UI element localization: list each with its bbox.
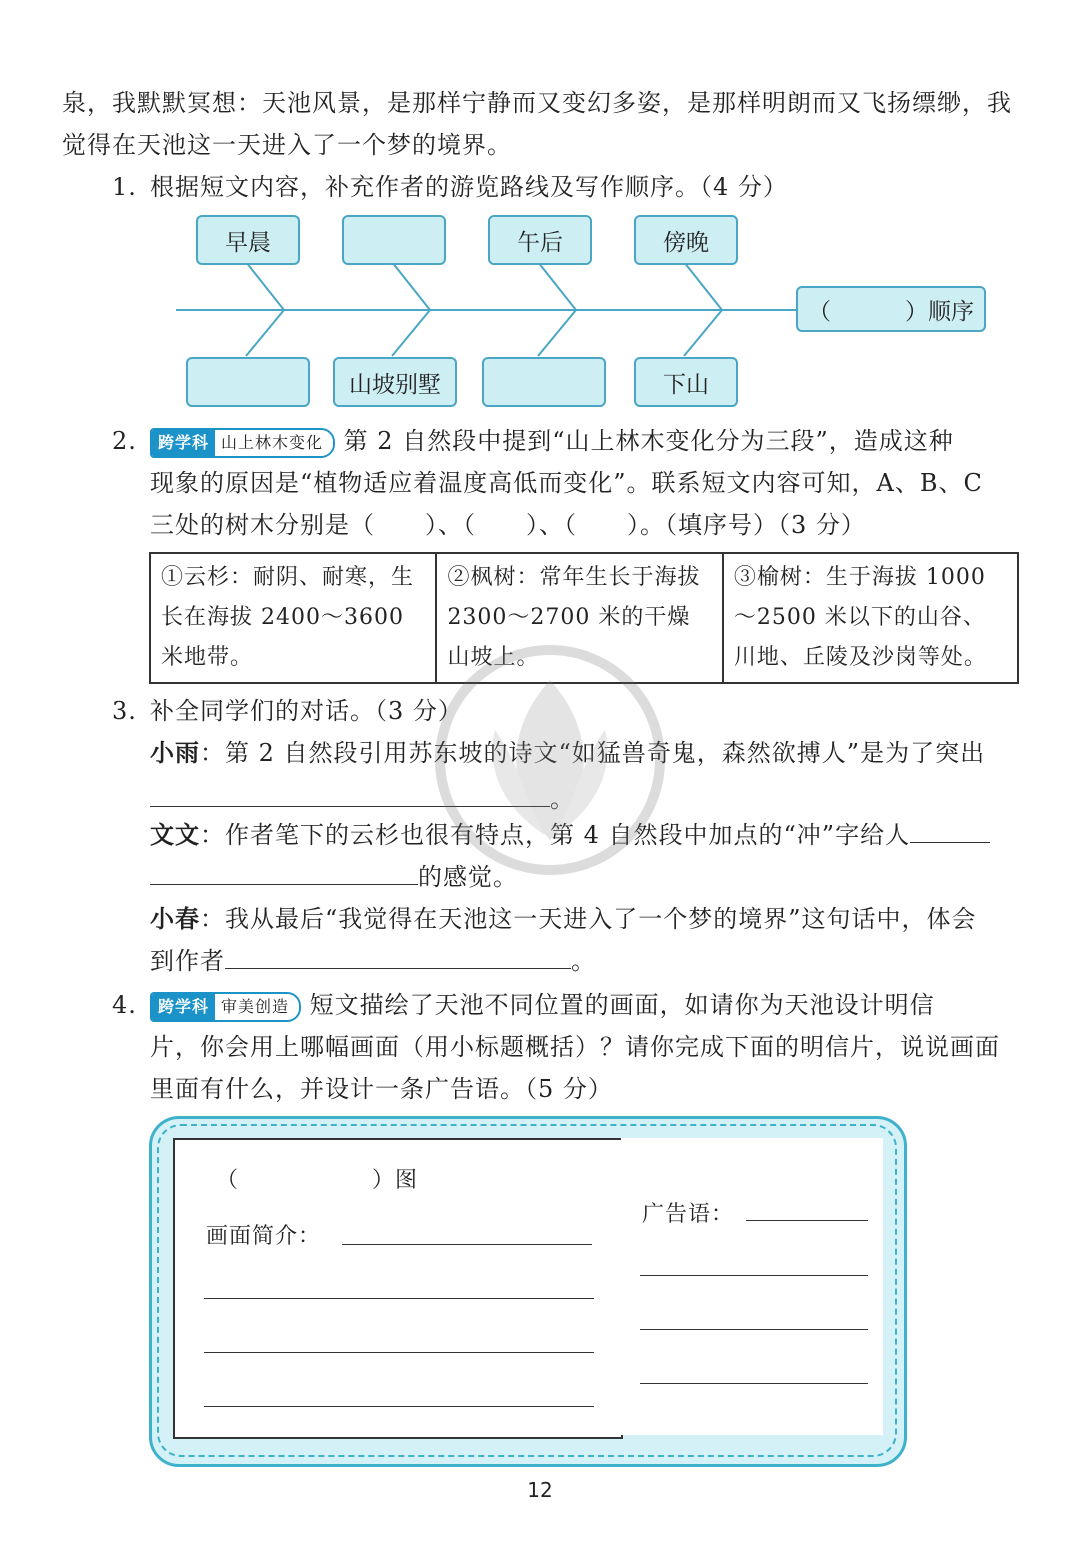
dialog-xiaoyu-text: ：第 2 自然段引用苏东坡的诗文“如猛兽奇鬼，森然欲搏人”是为了突出: [200, 739, 986, 767]
route-box-downhill: 下山: [634, 357, 738, 407]
postcard-slogan-area: [621, 1138, 883, 1435]
slogan-line-3[interactable]: [640, 1329, 868, 1330]
speaker-wenwen: 文文: [150, 821, 200, 849]
q1-prompt: 根据短文内容，补充作者的游览路线及写作顺序。（4 分）: [150, 173, 788, 201]
q4-tag: [150, 992, 301, 1022]
desc-line-1[interactable]: [342, 1244, 592, 1245]
desc-line-4[interactable]: [204, 1406, 594, 1407]
q2-line-3: 三处的树木分别是（ ）、（ ）、（ ）。（填序号）（3 分）: [150, 511, 866, 539]
intro-line-1: 泉，我默默冥想：天池风景，是那样宁静而又变幻多姿，是那样明朗而又飞扬缥缈，我: [62, 89, 1012, 117]
q3-prompt: 补全同学们的对话。（3 分）: [150, 697, 463, 725]
slogan-line-1[interactable]: [746, 1220, 868, 1221]
q1-number: 1.: [112, 173, 137, 201]
postcard-desc-label: 画面简介：: [206, 1224, 322, 1249]
order-open-paren: （: [808, 298, 831, 325]
route-box-blank-bottom-2[interactable]: [482, 357, 606, 407]
route-box-evening: 傍晚: [634, 215, 738, 265]
q2-line-1: [150, 420, 1030, 462]
dialog-xiaochun-cont: [150, 940, 596, 982]
route-box-blank-top[interactable]: [342, 215, 446, 265]
q2-line-2: 现象的原因是“植物适应着温度高低而变化”。联系短文内容可知，A、B、C: [150, 469, 983, 497]
q2-tag: [150, 428, 335, 458]
q2-tag-subject: 跨学科: [152, 430, 215, 456]
q4-tag-topic: 审美创造: [215, 994, 299, 1020]
order-label: ）顺序: [905, 298, 974, 325]
order-box[interactable]: [796, 286, 986, 332]
slogan-line-2[interactable]: [640, 1275, 868, 1276]
answer-line-xiaoyu[interactable]: [150, 778, 550, 807]
slogan-line-4[interactable]: [640, 1383, 868, 1384]
speaker-xiaochun: 小春: [150, 905, 200, 933]
desc-line-3[interactable]: [204, 1352, 594, 1353]
dialog-wenwen-cont: [150, 856, 518, 898]
route-box-blank-bottom-1[interactable]: [186, 357, 310, 407]
page-number: 12: [527, 1478, 553, 1502]
dialog-wenwen: [150, 814, 990, 856]
desc-line-2[interactable]: [204, 1298, 594, 1299]
q2-tag-topic: 山上林木变化: [215, 430, 333, 456]
postcard-title-close: ）图: [372, 1168, 419, 1193]
q2-number: 2.: [112, 427, 137, 455]
q4-tag-subject: 跨学科: [152, 994, 215, 1020]
speaker-xiaoyu: 小雨: [150, 739, 200, 767]
dialog-xiaoyu: [150, 732, 985, 774]
answer-line-wenwen-1[interactable]: [910, 814, 990, 843]
dialog-wenwen-end: 的感觉。: [418, 863, 518, 891]
q4-number: 4.: [112, 991, 137, 1019]
q4-line-3: 里面有什么，并设计一条广告语。（5 分）: [150, 1075, 613, 1103]
q4-line-1: [150, 984, 1030, 1026]
tree-options-table: [149, 552, 1019, 684]
tree-option-spruce: ①云杉：耐阴、耐寒，生长在海拔 2400～3600 米地带。: [150, 553, 436, 683]
tree-option-maple: ②枫树：常年生长于海拔 2300～2700 米的干燥山坡上。: [436, 553, 722, 683]
route-box-morning: 早晨: [196, 215, 300, 265]
dialog-xiaochun-end: 。: [571, 947, 596, 975]
dialog-xiaochun-start: 到作者: [150, 947, 225, 975]
q4-line-2: 片，你会用上哪幅画面（用小标题概括）？请你完成下面的明信片，说说画面: [150, 1033, 1000, 1061]
answer-line-xiaochun[interactable]: [225, 940, 571, 969]
postcard-title-open: （: [216, 1168, 240, 1193]
q2-line-1-text: 第 2 自然段中提到“山上林木变化分为三段”，造成这种: [343, 427, 954, 455]
route-box-villa: 山坡别墅: [333, 357, 457, 407]
dialog-wenwen-text: ：作者笔下的云杉也很有特点，第 4 自然段中加点的“冲”字给人: [200, 821, 911, 849]
dialog-xiaochun: [150, 898, 977, 940]
q3-number: 3.: [112, 697, 137, 725]
answer-line-wenwen-2[interactable]: [150, 856, 418, 885]
tree-option-elm: ③榆树：生于海拔 1000～2500 米以下的山谷、川地、丘陵及沙岗等处。: [723, 553, 1018, 683]
slogan-label: 广告语：: [642, 1202, 735, 1227]
route-box-afternoon: 午后: [488, 215, 592, 265]
dialog-xiaoyu-end: 。: [550, 785, 575, 813]
dialog-xiaochun-text: ：我从最后“我觉得在天池这一天进入了一个梦的境界”这句话中，体会: [200, 905, 977, 933]
intro-line-2: 觉得在天池这一天进入了一个梦的境界。: [62, 131, 512, 159]
q4-line-1-text: 短文描绘了天池不同位置的画面，如请你为天池设计明信: [309, 991, 935, 1019]
